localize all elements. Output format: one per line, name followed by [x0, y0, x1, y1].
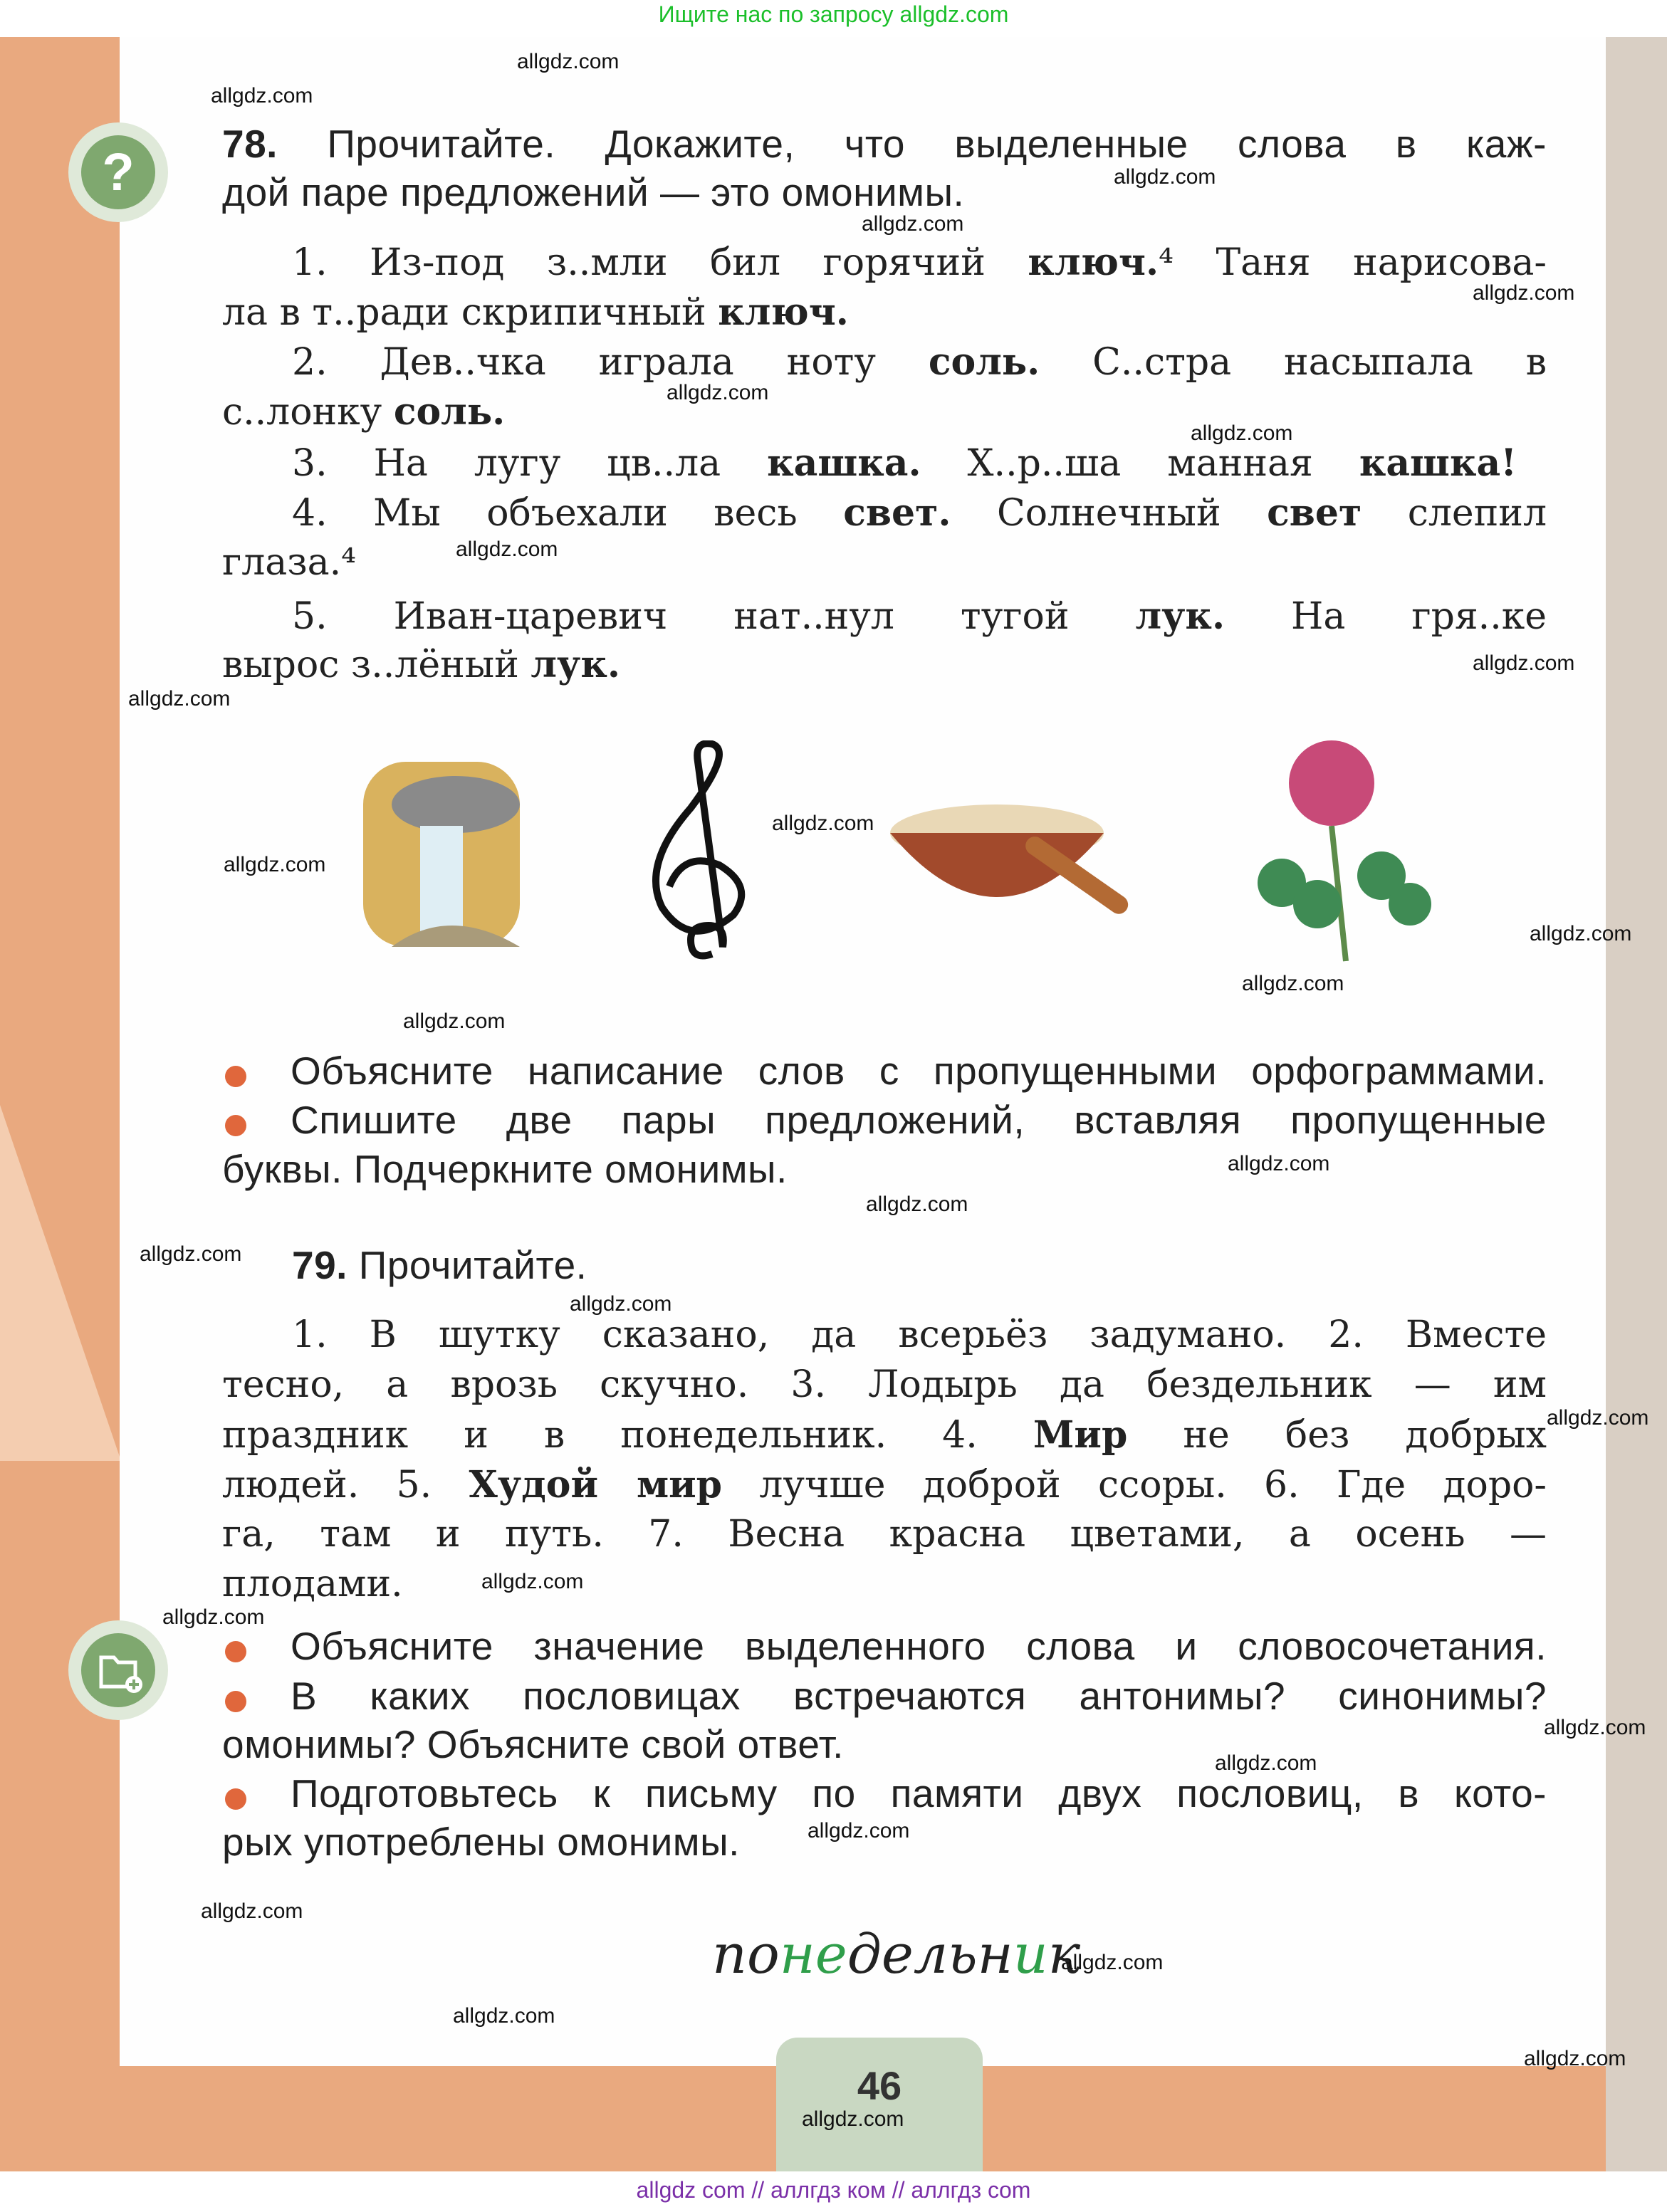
watermark: allgdz.com: [772, 812, 874, 835]
watermark: allgdz.com: [1524, 2047, 1626, 2070]
book-next-page-edge: [1606, 37, 1667, 2171]
bullet-marker: [225, 1115, 246, 1136]
watermark: allgdz.com: [224, 853, 326, 876]
watermark: allgdz.com: [570, 1292, 672, 1316]
ex79-line3: праздник и в понедельник. 4. Мир не без добрых: [222, 1413, 1547, 1457]
top-banner-link[interactable]: Ищите нас по запросу allgdz.com: [658, 1, 1009, 27]
watermark: allgdz.com: [403, 1010, 506, 1033]
watermark: allgdz.com: [453, 2004, 555, 2028]
ex79-intro: 79. Прочитайте.: [292, 1243, 587, 1287]
ex78-line1: 1. Из-под з..мли бил горячий ключ.⁴ Таня нарисова-: [292, 241, 1547, 284]
ex79-task1: Объясните значение выделенного слова и словосочетания.: [291, 1624, 1547, 1668]
ex78-line5: 3. На лугу цв..ла кашка. Х..р..ша манная кашка!: [292, 441, 1517, 485]
ex78-task1: Объясните написание слов с пропущенными орфограммами.: [291, 1049, 1547, 1093]
ex78-task2-line2: буквы. Подчеркните омонимы.: [222, 1147, 788, 1191]
ex78-task2-line1: Спишите две пары предложений, вставляя пропущенные: [291, 1098, 1547, 1142]
bullet-marker: [225, 1066, 246, 1087]
ex79-line4: людей. 5. Худой мир лучше доброй ссоры. 6. Где доро-: [222, 1463, 1547, 1506]
vocabulary-word-ponedelnik: понедельник: [712, 1922, 1081, 1986]
bullet-marker: [225, 1641, 246, 1662]
watermark: allgdz.com: [162, 1605, 265, 1629]
ex78-line8: 5. Иван-царевич нат..нул тугой лук. На гря..ке: [292, 594, 1547, 638]
spring-illustration: [349, 748, 534, 961]
watermark: allgdz.com: [1544, 1716, 1646, 1739]
ex78-intro-line1: 78. Прочитайте. Докажите, что выделенные слова в каж-: [222, 122, 1547, 166]
ex79-line2: тесно, а врозь скучно. 3. Лодырь да бездельник — им: [222, 1363, 1547, 1406]
watermark: allgdz.com: [1242, 972, 1344, 995]
watermark: allgdz.com: [481, 1570, 584, 1593]
clover-flower-illustration: [1239, 733, 1446, 968]
watermark: allgdz.com: [1061, 1951, 1164, 1974]
ex79-task3-line1: Подготовьтесь к письму по памяти двух пословиц, в кото-: [291, 1771, 1547, 1815]
ex79-task3-line2: рых употреблены омонимы.: [222, 1820, 740, 1864]
book-decor-triangle: [0, 1105, 121, 1461]
watermark: allgdz.com: [1473, 651, 1575, 675]
ex79-line6: плодами.: [222, 1563, 403, 1605]
bullet-marker: [225, 1691, 246, 1712]
watermark: allgdz.com: [1228, 1152, 1330, 1175]
ex78-line4: с..лонку соль.: [222, 390, 506, 434]
watermark: allgdz.com: [1547, 1406, 1649, 1430]
bottom-banner-bar: [0, 2171, 1667, 2212]
ex78-line7: глаза.⁴: [222, 541, 357, 584]
watermark: allgdz.com: [456, 538, 558, 561]
top-banner-bar: [0, 0, 1667, 37]
watermark: allgdz.com: [211, 84, 313, 108]
watermark: allgdz.com: [802, 2107, 904, 2131]
watermark: allgdz.com: [1530, 922, 1632, 945]
ex79-task2-line2: омонимы? Объясните свой ответ.: [222, 1722, 844, 1766]
watermark: allgdz.com: [201, 1899, 303, 1923]
watermark: allgdz.com: [862, 212, 964, 236]
watermark: allgdz.com: [140, 1242, 242, 1266]
bottom-banner-link[interactable]: allgdz com // аллгдз ком // аллгдз com: [636, 2177, 1031, 2203]
ex78-line6: 4. Мы объехали весь свет. Солнечный свет слепил: [292, 491, 1547, 535]
watermark: allgdz.com: [1114, 165, 1216, 189]
ex78-line3: 2. Дев..чка играла ноту соль. С..стра насыпала в: [292, 340, 1547, 384]
watermark: allgdz.com: [667, 381, 769, 404]
watermark: allgdz.com: [517, 50, 620, 73]
watermark: allgdz.com: [866, 1193, 968, 1216]
watermark: allgdz.com: [1473, 281, 1575, 305]
treble-clef-illustration: [634, 740, 769, 961]
watermark: allgdz.com: [808, 1819, 910, 1843]
watermark: allgdz.com: [1191, 421, 1293, 445]
ex78-line2: ла в т..ради скрипичный ключ.: [222, 290, 849, 334]
watermark: allgdz.com: [1215, 1751, 1317, 1775]
question-icon: ?: [68, 122, 168, 222]
bullet-marker: [225, 1788, 246, 1810]
ex79-task2-line1: В каких пословицах встречаются антонимы? синонимы?: [291, 1674, 1547, 1718]
page-number: 46: [857, 2063, 902, 2108]
ex78-line9: вырос з..лёный лук.: [222, 643, 620, 686]
ex78-intro-line2: дой паре предложений — это омонимы.: [222, 170, 965, 214]
folder-plus-icon: [68, 1620, 168, 1720]
ex79-line1: 1. В шутку сказано, да всерьёз задумано. 2. Вместе: [292, 1314, 1547, 1356]
ex79-line5: га, там и путь. 7. Весна красна цветами, а осень —: [222, 1513, 1547, 1556]
porridge-bowl-illustration: [883, 790, 1154, 954]
watermark: allgdz.com: [128, 687, 231, 711]
